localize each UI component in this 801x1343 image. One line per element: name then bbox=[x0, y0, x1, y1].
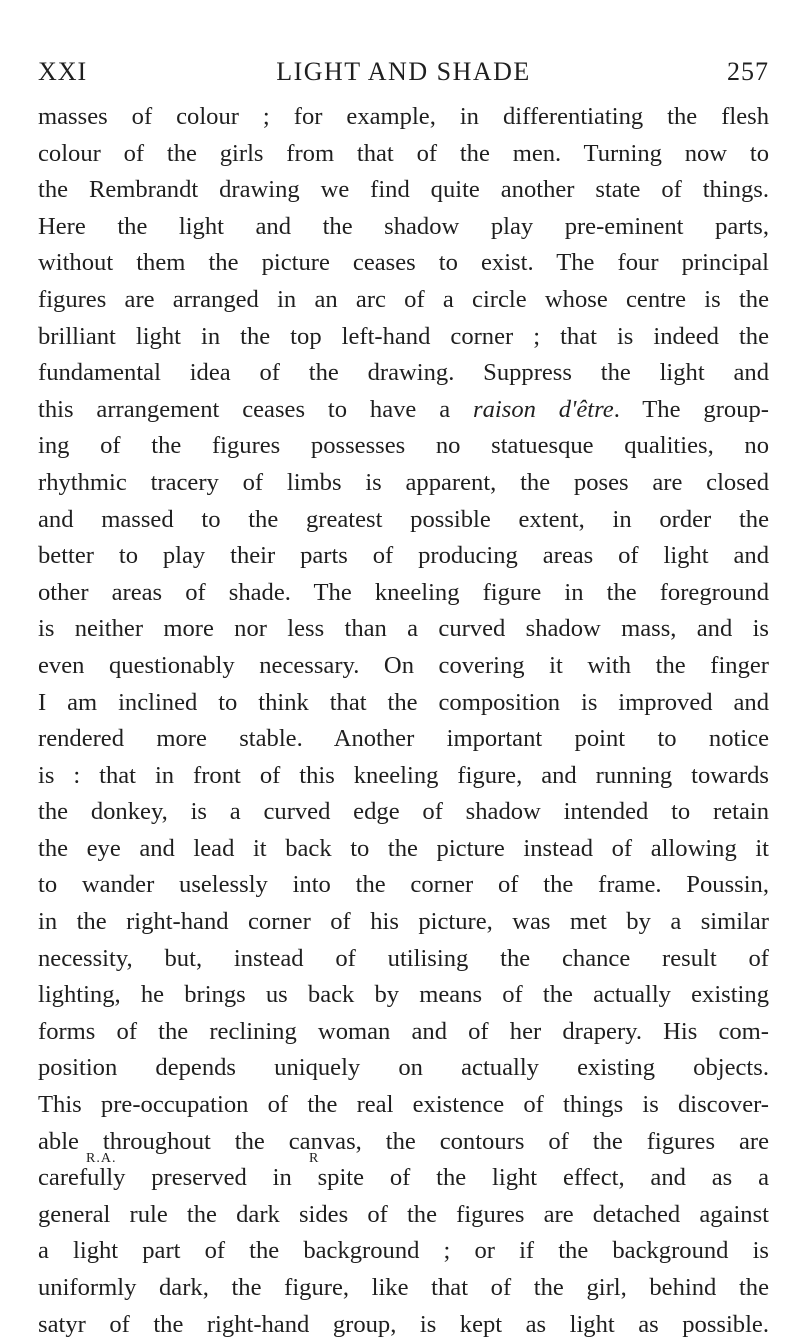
body-line: rendered more stable. Another important point to notice bbox=[38, 725, 769, 753]
body-line: general rule the dark sides of the figures are detached against bbox=[38, 1200, 769, 1228]
body-line-tail: . The group- bbox=[613, 395, 769, 423]
body-line: even questionably necessary. On covering it with the finger bbox=[38, 651, 769, 679]
body-line: figures are arranged in an arc of a circle whose centre is the bbox=[38, 285, 769, 313]
body-line: masses of colour ; for example, in differentiating the flesh bbox=[38, 103, 769, 130]
body-line: Here the light and the shadow play pre-eminent parts, bbox=[38, 212, 769, 240]
body-line: This pre-occupation of the real existence of things is discover- bbox=[38, 1091, 769, 1119]
body-line: satyr of the right-hand group, is kept as light as possible. bbox=[38, 1310, 769, 1338]
body-line: position depends uniquely on actually existing objects. bbox=[38, 1054, 769, 1082]
signature-footer bbox=[86, 1151, 386, 1173]
chapter-number: XXI bbox=[38, 57, 88, 86]
body-line: the eye and lead it back to the picture instead of allowing it bbox=[38, 834, 769, 862]
body-line: without them the picture ceases to exist. The four principal bbox=[38, 249, 769, 277]
body-line: able throughout the canvas, the contours of the figures are bbox=[38, 1127, 769, 1155]
body-line: in the right-hand corner of his picture, was met by a similar bbox=[38, 908, 769, 936]
signature-mark: R.A. bbox=[86, 1151, 117, 1166]
body-line: colour of the girls from that of the men. Turning now to bbox=[38, 139, 769, 167]
body-line-head: this arrangement ceases to have a bbox=[38, 395, 474, 423]
body-line: carefully preserved in spite of the light effect, and as a bbox=[38, 1164, 769, 1192]
body-line: the Rembrandt drawing we find quite another state of things. bbox=[38, 176, 769, 204]
body-line: uniformly dark, the figure, like that of the girl, behind the bbox=[38, 1274, 769, 1301]
body-line: fundamental idea of the drawing. Suppress the light and bbox=[38, 359, 769, 387]
body-line: to wander uselessly into the corner of the frame. Poussin, bbox=[38, 871, 769, 899]
body-line-with-italic bbox=[38, 392, 769, 429]
body-line: rhythmic tracery of limbs is apparent, the poses are closed bbox=[38, 468, 769, 496]
running-title: LIGHT AND SHADE bbox=[276, 57, 531, 86]
body-line: and massed to the greatest possible extent, in order the bbox=[38, 505, 769, 533]
page-number: 257 bbox=[727, 57, 769, 86]
body-line: forms of the reclining woman and of her drapery. His com- bbox=[38, 1017, 769, 1045]
running-head bbox=[38, 52, 769, 92]
body-line: is neither more nor less than a curved shadow mass, and is bbox=[38, 615, 769, 643]
body-line: necessity, but, instead of utilising the chance result of bbox=[38, 944, 769, 972]
body-line: is : that in front of this kneeling figure, and running towards bbox=[38, 761, 769, 789]
body-line: better to play their parts of producing areas of light and bbox=[38, 542, 769, 570]
signature-letter: R bbox=[309, 1151, 320, 1166]
body-line: brilliant light in the top left-hand corner ; that is indeed the bbox=[38, 322, 769, 350]
body-line: lighting, he brings us back by means of the actually existing bbox=[38, 981, 769, 1009]
body-line: I am inclined to think that the composition is improved and bbox=[38, 688, 769, 716]
body-line: ing of the figures possesses no statuesque qualities, no bbox=[38, 432, 769, 460]
italic-phrase: raison d'être bbox=[473, 395, 614, 423]
body-line: a light part of the background ; or if the background is bbox=[38, 1237, 769, 1265]
body-line: other areas of shade. The kneeling figure in the foreground bbox=[38, 578, 769, 606]
body-line: the donkey, is a curved edge of shadow intended to retain bbox=[38, 798, 769, 826]
